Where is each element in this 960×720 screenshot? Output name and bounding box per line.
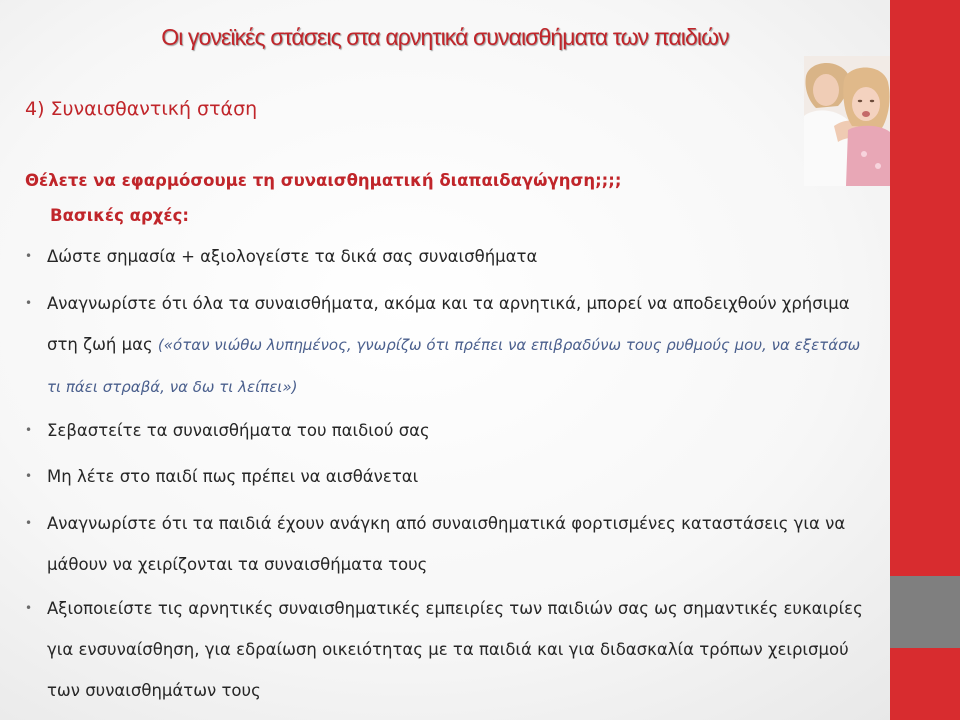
list-item bbox=[25, 588, 875, 711]
list-item bbox=[25, 456, 875, 497]
right-accent-band-red-bottom bbox=[890, 648, 960, 720]
bullet-text: Αναγνωρίστε ότι όλα τα συναισθήματα, ακόμα και τα αρνητικά, μπορεί να αποδειχθούν χρήσιμα στη ζωή μας bbox=[47, 294, 850, 354]
right-accent-band-red bbox=[890, 0, 960, 576]
bullet-text: Μη λέτε στο παιδί πως πρέπει να αισθάνεται bbox=[47, 467, 419, 486]
list-item bbox=[25, 236, 875, 277]
bullet-text: Σεβαστείτε τα συναισθήματα του παιδιού σας bbox=[47, 421, 430, 440]
bullet-icon: • bbox=[25, 249, 33, 263]
bullet-icon: • bbox=[25, 296, 33, 310]
slide-title: Οι γονεϊκές στάσεις στα αρνητικά συναισθήματα των παιδιών bbox=[161, 24, 729, 50]
list-item bbox=[25, 283, 875, 408]
right-accent-band-gray bbox=[890, 576, 960, 648]
bullet-icon: • bbox=[25, 423, 33, 437]
section-subtitle: 4) Συναισθαντική στάση bbox=[25, 98, 258, 120]
principles-label: Βασικές αρχές: bbox=[50, 206, 189, 225]
list-item bbox=[25, 410, 875, 451]
bullet-icon: • bbox=[25, 516, 33, 530]
bullet-note: («όταν νιώθω λυπημένος, γνωρίζω ότι πρέπει να επιβραδύνω τους ρυθμούς μου, να εξετάσω τι πάει στραβά, να δω τι λείπει») bbox=[47, 336, 861, 396]
bullet-icon: • bbox=[25, 601, 33, 615]
photo-illustration bbox=[804, 56, 890, 186]
parent-child-photo bbox=[804, 56, 890, 186]
bullet-text: Αξιοποιείστε τις αρνητικές συναισθηματικές εμπειρίες των παιδιών σας ως σημαντικές ευκαιρίες για ενσυναίσθηση, για εδραίωση οικειότητας με τα παιδιά και για διδασκαλία τρόπων χειρισμού των συναισθημάτων τους bbox=[47, 599, 863, 700]
bullet-text: Αναγνωρίστε ότι τα παιδιά έχουν ανάγκη από συναισθηματικά φορτισμένες καταστάσεις για να μάθουν να χειρίζονται τα συναισθήματα τους bbox=[47, 514, 846, 574]
bullet-icon: • bbox=[25, 469, 33, 483]
bullet-text-with-note bbox=[47, 283, 875, 408]
bullet-text: Δώστε σημασία + αξιολογείστε τα δικά σας συναισθήματα bbox=[47, 247, 538, 266]
intro-question: Θέλετε να εφαρμόσουμε τη συναισθηματική διαπαιδαγώγηση;;;; bbox=[25, 171, 622, 190]
list-item bbox=[25, 503, 875, 585]
